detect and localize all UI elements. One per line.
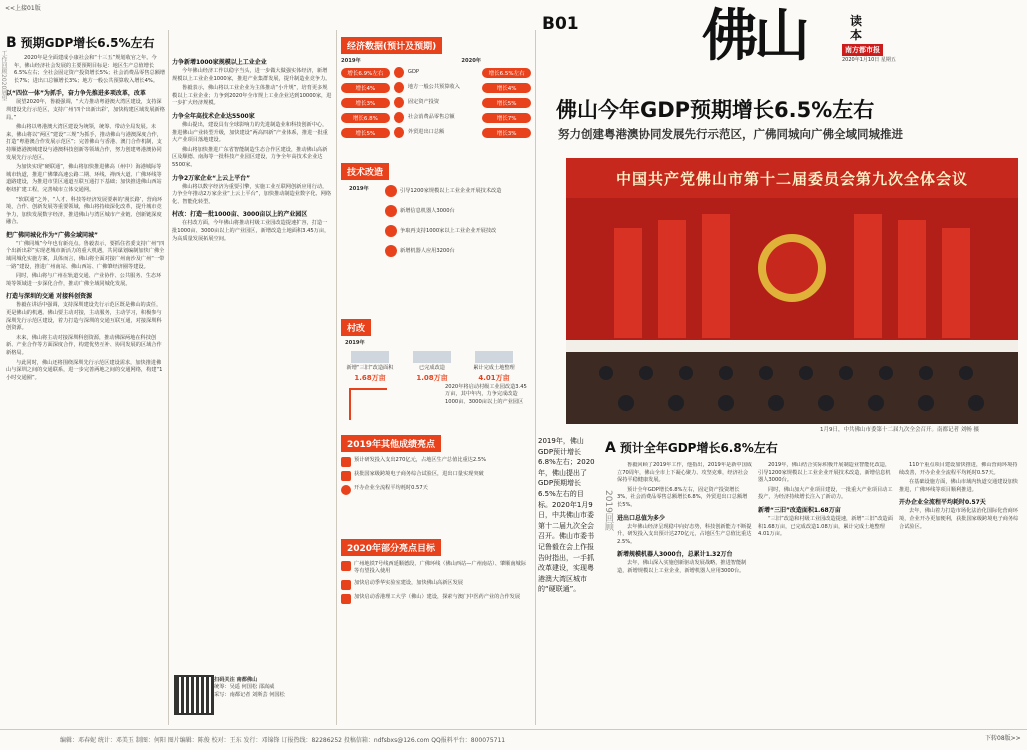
highlights-panel xyxy=(341,536,531,656)
chart-icon xyxy=(341,457,351,467)
right-col2 xyxy=(758,462,893,724)
gdp-icon xyxy=(394,67,404,78)
qr-code[interactable] xyxy=(174,675,214,715)
building-icon xyxy=(475,351,513,363)
midleft-h1: 力争新增1000家规模以上工业企业 xyxy=(172,59,267,66)
econ-2019-value: 增长6.9%左右 xyxy=(341,68,390,78)
footer-rule xyxy=(0,729,1027,730)
meeting-photo xyxy=(566,158,1018,424)
econ-label: GDP xyxy=(407,69,420,76)
left-sub3: 打造与深圳的交通 对接科创资源 xyxy=(6,293,93,301)
left-para: 为加快实现“硬联通”，佛山将加快推进佛高（州中）海港城际等城市轨道，推进广佛肇高速公路二期、环线、禅西大道、广佛环线等道路建设，为推进市里区通道互联互通打下基础；加快推进佛山西站枢纽扩建工程，完善城市立体交通网。 xyxy=(6,164,162,193)
left-para: 佛山将以粤港澳大湾区建设为统领，统筹、带动全局发展。未来，佛山将以“两区”建设“三规”为抓手，推动佛山与港澳深度合作，打造“粤港澳合作发展示范区”；完善佛山与香港、澳门合作机制，支持顺德港澳城建设与港澳科技创新等领域合作，努力创建粤港澳协同发展先行示范区。 xyxy=(6,124,163,161)
right-para: 预计全年GDP增长6.8%左右，固定资产投资增长3%，社会消费品零售总额增长6.8%，外贸进出口总额增长5%。 xyxy=(617,486,748,508)
right-title: 预计全年GDP增长6.8%左右 xyxy=(619,441,778,455)
tech-item: 争取再支持1000家以上工业企业开展技改 xyxy=(385,225,531,237)
econ-2019-value: 增长4% xyxy=(341,83,390,93)
midleft-para: 佛山将加快推进广东省智能制造生态合作区建设，推动佛山高新区及顺德、南海等一批科技产业园区建设，力争全年高技术企业达5500家。 xyxy=(172,146,328,168)
econ-panel xyxy=(341,34,531,164)
highlights-title: 2020年部分亮点目标 xyxy=(341,539,441,556)
midleft-para: 佛山将以数字经济为重要引擎，实施工业互联网创新应用行动，力争全年推动2万家企业“上云上平台”，加快推动制造业数字化、网络化、智能化转型。 xyxy=(172,183,332,205)
section-letter: A xyxy=(605,439,616,456)
right-para: 在基础设施方面，佛山市域内轨道交通建设加快推进，广佛环线等项目顺利推进。 xyxy=(899,479,1018,493)
right-col3 xyxy=(899,462,1021,724)
village-panel xyxy=(341,316,531,431)
right-para: “三旧”改造和村级工业园改造提速，新增“三旧”改造面积1.68万亩，已完成改造1.08万亩，累计完成土地整理4.01万亩。 xyxy=(758,515,893,538)
econ-2020-value: 增长3% xyxy=(482,128,531,138)
building-icon xyxy=(413,351,451,363)
qr-caption xyxy=(214,677,334,699)
footer-credits: 编辑：邓春妮 统计：邓美玉 制图：何阳 图片编辑：陈俊 校对：王东 发行：邓锦锋 订报热线：82286252 投稿信箱：ndfsbxs@126.com QQ报料平台：800075711 xyxy=(60,737,506,744)
left-section xyxy=(6,34,166,724)
village-stat: 已完成改造 1.08万亩 xyxy=(403,351,461,382)
village-stats xyxy=(341,351,531,382)
right-para: 2019年，佛山结合实际积极开展制造业智能化改造，引导1200家规模以上工业企业开展技术改造，新增信息机器人3000台。 xyxy=(758,462,891,484)
right-para: 110个重点项目建设加快推进，佛山营商环境持续改善，开办企业全流程平均耗时0.57天。 xyxy=(899,462,1018,476)
village-year: 2019年 xyxy=(345,340,365,346)
left-para: “软联通”之外，“人才、科技等经济发展要素的‘漫长路’，营商环境，合作、创新发展等重要领域，佛山将持续深化改革，提升城市竞争力，加快发展数字经济，推进佛山与湾区城市产业链、创新链深度融合。 xyxy=(6,196,163,226)
divider xyxy=(168,30,169,725)
achievement-item: 获批国家级跨境电子商务综合试验区，进出口量实现突破 xyxy=(341,471,531,481)
econ-2019-value: 增长5% xyxy=(341,128,390,138)
left-side-label: 工作回顾2020展望 xyxy=(0,50,7,102)
summary-text: 2019年，佛山GDP预计增长6.8%左右；2020年，佛山提出了GDP预期增长6.5%左右的目标。2020年1月9日，中共佛山市委第十二届九次全会召开。佛山市委书记鲁毅在会上作报告时指出，一手抓改革建设，实现粤港澳大湾区城市的“硬联通”。 xyxy=(538,437,595,594)
summary-box xyxy=(538,436,596,704)
village-title: 村改 xyxy=(341,319,371,336)
econ-row xyxy=(341,67,531,78)
right-para: 去年佛山经济呈现稳中向好态势，科技创新能力不断提升，研发投入支出预计达270亿元，占地区生产总值比重达2.5%。 xyxy=(617,523,752,545)
tech-year: 2019年 xyxy=(349,186,369,192)
page-code: B01 xyxy=(542,14,579,34)
midleft-para: 今年佛山经济工作以稳字当头，进一步做大做强实体经济，新增规模以上工业企业1000家，推进产业集群发展，提升制造业竞争力。 xyxy=(172,68,331,82)
tech-item: 引导1200家规模以上工业企业开展技术改造 xyxy=(385,185,531,197)
midleft-h3: 力争2万家企业“上云上平台” xyxy=(172,174,251,182)
right-para: 鲁毅回顾了2019年工作，他指出，2019年是新中国成立70周年，佛山全市上下凝心聚力、攻坚克难，经济社会保持平稳健康发展。 xyxy=(617,462,752,484)
read-label: 读本 xyxy=(850,14,863,42)
robot-icon xyxy=(385,205,397,217)
econ-2019-value: 增长3% xyxy=(341,98,390,108)
right-sub4: 开办企业全流程平均耗时0.57天 xyxy=(899,499,986,507)
building-icon xyxy=(351,351,389,363)
achievements-title: 2019年其他成绩亮点 xyxy=(341,435,441,452)
tech-list xyxy=(385,185,531,257)
left-title-row xyxy=(6,34,166,51)
right-col1 xyxy=(617,462,752,724)
econ-title: 经济数据(预计及预期) xyxy=(341,37,442,54)
midleft-para: 鲁毅表示，佛山将以工业企业为主体推动“小升规”，培育更多规模以上工业企业；力争到2020年全市规上工业企业达到10000家，进一步扩大经济规模。 xyxy=(172,85,332,107)
photo-caption: 1月9日，中共佛山市委第十二届九次全会召开。南都记者 刘畅 摄 xyxy=(820,427,979,433)
tech-item: 新增信息机器人3000台 xyxy=(385,205,531,217)
meeting-photo-graphic xyxy=(566,158,1018,424)
midleft-h2: 力争全年高技术企业达5500家 xyxy=(172,112,255,120)
left-sub1: 以“四位一体”为抓手，奋力争先推进多项改革，改革 xyxy=(6,90,146,98)
qr-caption-line: 统筹：吴遥 何国松 邵嵩威 xyxy=(214,684,275,691)
econ-year-right: 2020年 xyxy=(461,58,481,64)
econ-2019-value: 增长6.8% xyxy=(341,113,390,123)
left-para: 未来，佛山将主动对接深圳科创资源，推动佛深两地在科技创新、产业合作等方面深度合作，构建优势互补、协同发展的区域合作新格局。 xyxy=(6,334,162,356)
tech-item: 新增机器人应用3200台 xyxy=(385,245,531,257)
right-title-row xyxy=(605,439,778,456)
qr-caption-line: 采写：南都记者 刘斯芸 何国松 xyxy=(214,691,285,698)
right-para: 同时，佛山加大产业项目建设，一批重大产业项目动工投产，为经济持续增长注入了新动力。 xyxy=(758,486,893,501)
headline: 佛山今年GDP预期增长6.5%左右 xyxy=(556,98,875,122)
village-stat: 新增“三旧”改造面积 1.68万亩 xyxy=(341,351,399,382)
left-para: “广佛同城”今年也有新亮点。鲁毅表示，要抓住省委支持广州“四个出新出彩”实现老城市新活力的重大机遇，共同谋划编制加快广佛全域同城化实施方案，具体而言，佛山将全面对接广州南沙及广州“一带一路”建设，推进广州南站、佛山西站、广佛肇经济圈等建设。 xyxy=(6,240,165,270)
gear-icon xyxy=(385,185,397,197)
left-sub2: 把广佛同城化作为“广佛全域同城” xyxy=(6,231,98,239)
subheadline: 努力创建粤港澳协同发展先行示范区，广佛同城向广佛全域同城推进 xyxy=(558,127,903,141)
paper-name: 佛山 xyxy=(702,4,806,69)
econ-2020-value: 增长7% xyxy=(482,113,531,123)
photo-banner: 中国共产党佛山市第十二届委员会第九次全体会议 xyxy=(615,170,968,188)
midleft-section xyxy=(172,54,332,664)
divider xyxy=(535,30,536,725)
midleft-para: 在村改方面，今年佛山将推动村级工业园改造提速扩容，打造一批1000亩、3000亩以上的产业园区，新增改造土地面积3.45万亩，为高质量发展拓展空间。 xyxy=(172,220,330,242)
tech-panel xyxy=(341,160,531,280)
crane-icon xyxy=(349,388,387,420)
retail-icon xyxy=(394,112,404,123)
section-letter: B xyxy=(6,34,17,51)
left-para: 展望2020年，鲁毅强调，“大力推动粤港澳大湾区建设，支持深圳建设先行示范区，支持广州‘四个出新出彩’，加快构建区域发展新格局。” xyxy=(6,99,165,121)
right-para: 去年，佛山深入实施创新驱动发展战略，推进智能制造，新增规模以上工业企业，新增机器人应用3000台。 xyxy=(617,560,747,574)
left-title: 预期GDP增长6.5%左右 xyxy=(20,36,155,50)
left-para: 与此同时，佛山还将围绕深圳先行示范区建设需求，加快推进佛山与深圳之间的交通联系，进一步完善两地之间的交通网络，构建“1小时交通圈”。 xyxy=(6,359,163,381)
qr-caption-line: 扫码关注 南都佛山 xyxy=(214,677,258,683)
village-stat: 累计完成土地整理 4.01万亩 xyxy=(465,351,523,382)
econ-row xyxy=(341,127,531,138)
tech-title: 技术改造 xyxy=(341,163,389,180)
right-sub3: 新增“三旧”改造面积1.68万亩 xyxy=(758,506,841,514)
investment-icon xyxy=(394,97,404,108)
achievements-panel xyxy=(341,432,531,527)
econ-row xyxy=(341,112,531,123)
econ-label: 固定资产投资 xyxy=(407,99,440,106)
robot-arm-icon xyxy=(385,245,397,257)
left-para: 同时，佛山将与广州在轨道交通、产业协作、公共服务、生态环境等领域进一步深化合作，推动广佛全域同城化发展。 xyxy=(6,273,162,287)
econ-2020-value: 增长4% xyxy=(482,83,531,93)
midleft-h4: 村改：打造一批1000亩、3000亩以上的产业园区 xyxy=(172,211,308,219)
budget-icon xyxy=(394,82,404,93)
right-para: 去年，佛山着力打造市场化法治化国际化营商环境，企业开办更加便利，获批国家级跨境电子商务综合试验区。 xyxy=(899,508,1019,530)
econ-label: 外贸进出口总额 xyxy=(407,129,445,136)
achievement-item: 预计研发投入支出270亿元，占地区生产总值比重达2.5% xyxy=(341,457,531,467)
factory-icon xyxy=(385,225,397,237)
brand-logo: 南方都市报 xyxy=(842,44,883,56)
highlight-item: 广州地铁7号线西延顺德段、广佛环线（佛山西站—广州南站）、肇顺南城际等有望投入使用 xyxy=(341,561,531,576)
lab-icon xyxy=(341,580,351,590)
midleft-para: 佛山提出，建设具有全球影响力的先进制造业和科技创新中心，推进佛山产业转型升级，加快建设“两高四新”产业体系，推进一批重大产业项目落地建设。 xyxy=(172,121,328,144)
econ-row xyxy=(341,82,531,93)
village-plan: 2020年将启动村级工业园改造3.45万亩，其中年内，力争完成改造1000亩、3000亩以上的产业园区 xyxy=(445,384,527,405)
econ-row xyxy=(341,97,531,108)
date-line: 2020年1月10日 星期五 xyxy=(842,57,896,63)
left-para: 鲁毅在讲话中强调，支持深圳建设先行示范区既是佛山的责任，更是佛山的机遇。佛山要主动对接，主动服务，主动学习，积极参与深圳先行示范区建设，着力打造与深圳的交通互联互通，对接深圳科创资源。 xyxy=(6,302,162,332)
econ-2020-value: 增长5% xyxy=(482,98,531,108)
trade-icon xyxy=(394,127,404,138)
econ-label: 地方一般公共预算收入 xyxy=(407,84,460,91)
econ-year-left: 2019年 xyxy=(341,58,361,64)
trade-icon xyxy=(341,471,351,481)
divider xyxy=(336,30,337,725)
next-page-link[interactable]: 下转08版>> xyxy=(985,735,1021,742)
clock-icon xyxy=(341,485,351,495)
econ-2020-value: 增长6.5%左右 xyxy=(482,68,531,78)
left-intro: 2020年是全面建成小康社会和“十三五”规划收官之年。今年，佛山经济社会发展的主要预期目标是：地区生产总值增长6.5%左右；全社会固定资产投资增长5%；社会消费品零售总额增长7%；进出口总额增长3%；地方一般公共预算收入增长4%。 xyxy=(14,55,166,84)
right-side-label: 2019回顾 xyxy=(603,490,613,531)
prev-page-link[interactable]: <<上接01版 xyxy=(5,5,41,12)
econ-label: 社会消费品零售总额 xyxy=(407,114,455,121)
right-sub1: 进出口总值为多少 xyxy=(617,514,666,522)
train-icon xyxy=(341,561,351,571)
right-sub2: 新增规模机器人3000台，总累计1.32万台 xyxy=(617,551,733,559)
school-icon xyxy=(341,594,351,604)
highlight-item: 加快启动季华实验室建设，加快佛山高新区发展 xyxy=(341,580,531,590)
achievement-item: 开办企业全流程平均耗时0.57天 xyxy=(341,485,531,495)
highlight-item: 加快启动香港理工大学（佛山）建设，探索与澳门中医药产业的合作发展 xyxy=(341,594,531,604)
